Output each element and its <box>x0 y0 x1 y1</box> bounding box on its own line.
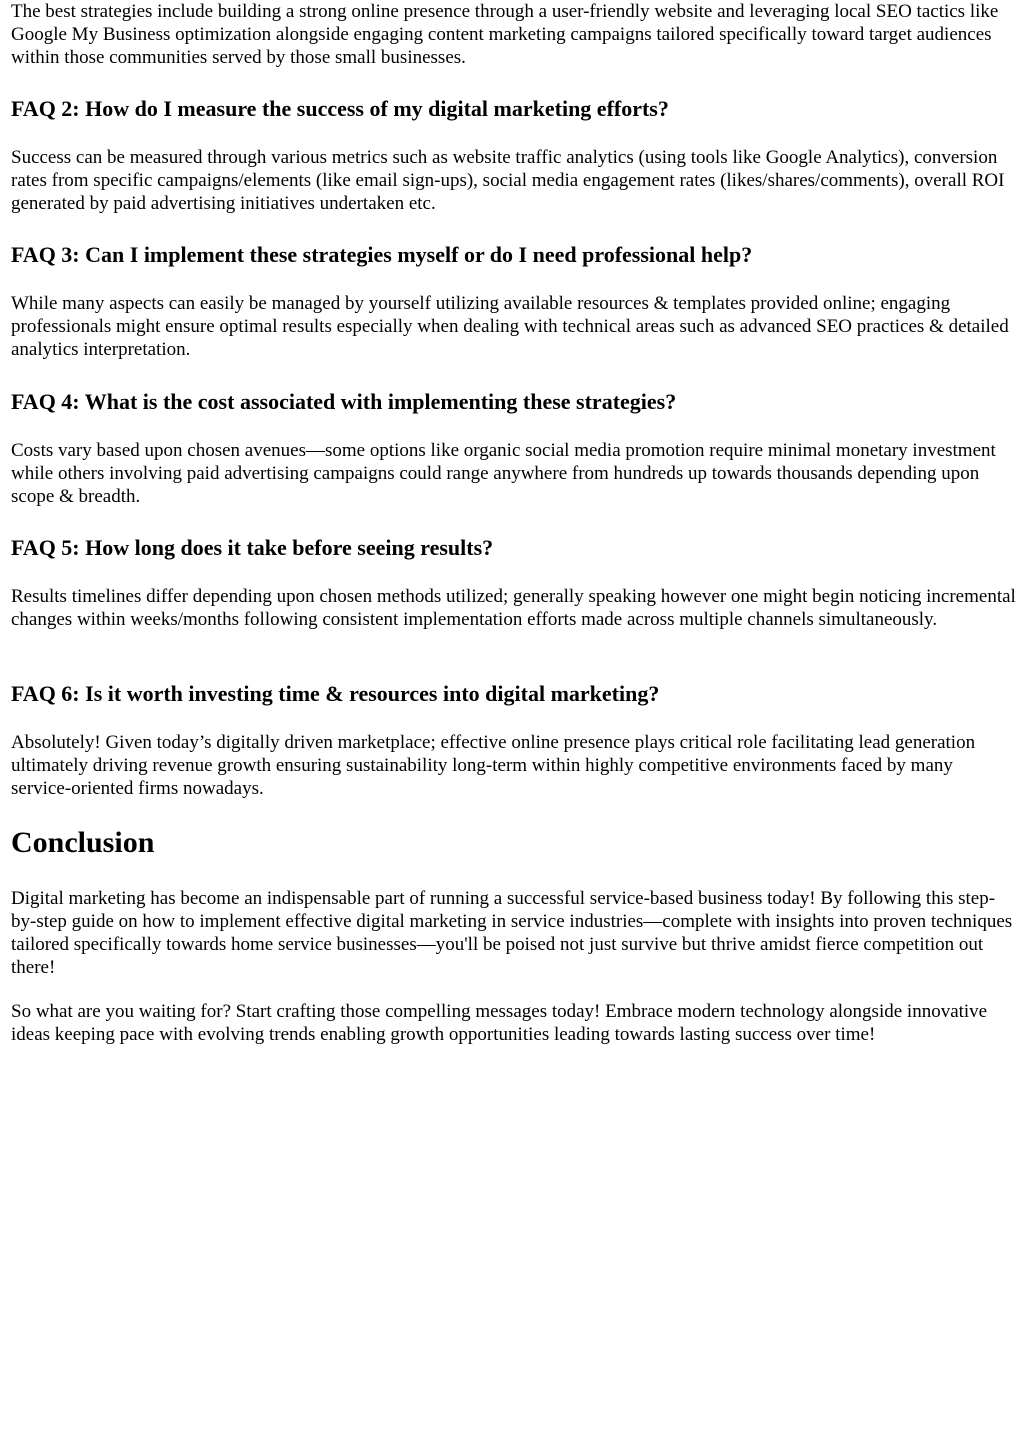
faq-5-question: FAQ 5: How long does it take before seeing results? <box>11 535 494 560</box>
faq-6-answer: Absolutely! Given today’s digitally driven marketplace; effective online presence plays critical role facilitating lead generation ultimately driving revenue growth ensuring sustainability long-term within highly competitive environments faced by many service-oriented firms nowadays. <box>11 732 976 799</box>
faq-2-question: FAQ 2: How do I measure the success of my digital marketing efforts? <box>11 96 669 121</box>
faq-6-question: FAQ 6: Is it worth investing time & resources into digital marketing? <box>11 681 660 706</box>
faq-4-answer: Costs vary based upon chosen avenues—some options like organic social media promotion require minimal monetary investment while others involving paid advertising campaigns could range anywhere from hundreds up towards thousands depending upon scope & breadth. <box>11 440 996 507</box>
conclusion-paragraph-1: Digital marketing has become an indispensable part of running a successful service-based business today! By following this step-by-step guide on how to implement effective digital marketing in service industries—complete with insights into proven techniques tailored specifically towards home service businesses—you'll be poised not just survive but thrive amidst fierce competition out there! <box>11 888 1013 978</box>
faq-4-question: FAQ 4: What is the cost associated with implementing these strategies? <box>11 389 677 414</box>
faq-5-answer: Results timelines differ depending upon chosen methods utilized; generally speaking however one might begin noticing incremental changes within weeks/months following consistent implementation efforts made across multiple channels simultaneously. <box>11 586 1016 630</box>
faq-3-question: FAQ 3: Can I implement these strategies myself or do I need professional help? <box>11 242 753 267</box>
conclusion-paragraph-2: So what are you waiting for? Start crafting those compelling messages today! Embrace modern technology alongside innovative ideas keeping pace with evolving trends enabling growth opportunities leading towards lasting success over time! <box>11 1001 988 1045</box>
conclusion-heading: Conclusion <box>11 826 155 859</box>
faq-3-answer: While many aspects can easily be managed by yourself utilizing available resources & templates provided online; engaging professionals might ensure optimal results especially when dealing with technical areas such as advanced SEO practices & detailed analytics interpretation. <box>11 293 1009 360</box>
intro-paragraph: The best strategies include building a strong online presence through a user-friendly website and leveraging local SEO tactics like Google My Business optimization alongside engaging content marketing campaigns tailored specifically toward target audiences within those communities served by those small businesses. <box>11 1 999 68</box>
faq-2-answer: Success can be measured through various metrics such as website traffic analytics (using tools like Google Analytics), conversion rates from specific campaigns/elements (like email sign-ups), social media engagement rates (likes/shares/comments), overall ROI generated by paid advertising initiatives undertaken etc. <box>11 147 1005 214</box>
